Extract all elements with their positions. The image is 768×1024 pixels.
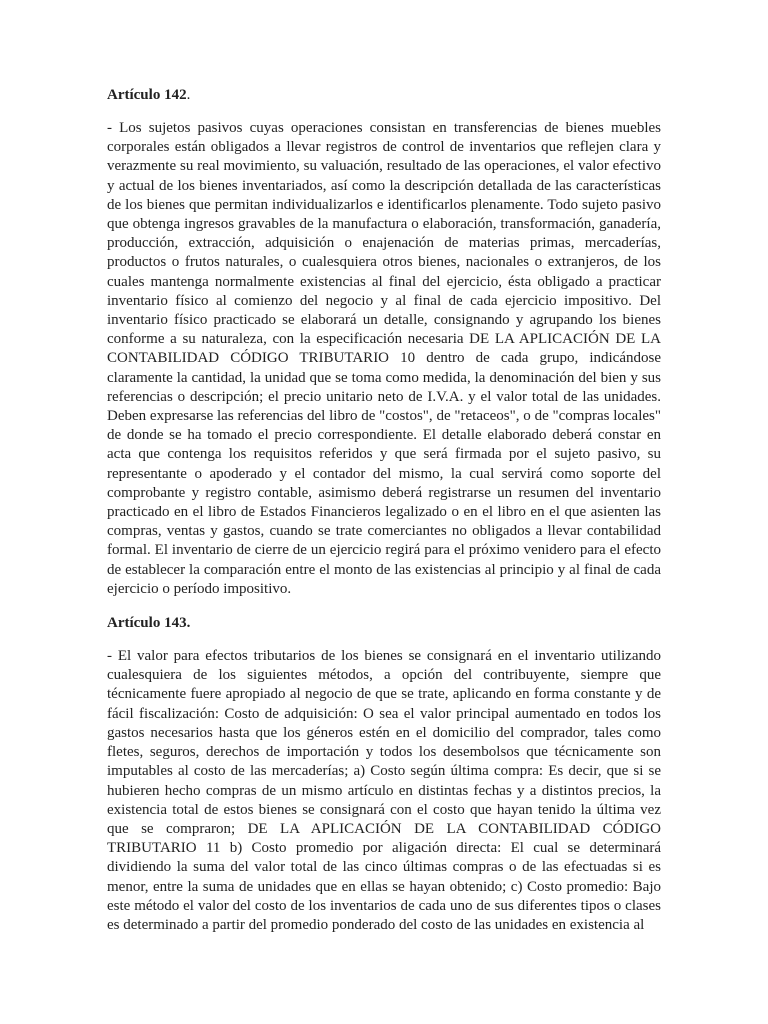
article-143-body: - El valor para efectos tributarios de los bienes se consignará en el inventario utilizando cualesquiera de los siguientes métodos, a opción del contribuyente, siempre que técnicamente fuere apropiado al negocio de que se trate, aplicando en forma constante y de fácil fiscalización: Costo de adquisición: O sea el valor principal aumentado en todos los gastos necesarios hasta que los géneros estén en el domicilio del comprador, tales como fletes, seguros, derechos de importación y todos los desembolsos que técnicamente son imputables al costo de las mercaderías; a) Costo según última compra: Es decir, que si se hubieren hecho compras de un mismo artículo en distintas fechas y a distintos precios, la existencia total de estos bienes se consignará con el costo que hayan tenido la última vez que se compraron; DE LA APLICACIÓN DE LA CONTABILIDAD CÓDIGO TRIBUTARIO 11 b) Costo promedio por aligación directa: El cual se determinará dividiendo la suma del valor total de las cinco últimas compras o de las efectuadas si es menor, entre la suma de unidades que en ellas se hayan obtenido; c) Costo promedio: Bajo este método el valor del costo de los inventarios de cada uno de sus diferentes tipos o clases es determinado a partir del promedio ponderado del costo de las unidades en existencia al: [107, 648, 661, 933]
article-142-heading-text: Artículo 142: [107, 87, 187, 103]
article-142-heading: [107, 86, 661, 105]
article-143: [107, 614, 661, 935]
article-143-heading: Artículo 143.: [107, 615, 191, 632]
article-142-heading-suffix: .: [186, 87, 191, 103]
article-142-body: - Los sujetos pasivos cuyas operaciones consistan en transferencias de bienes muebles corporales están obligados a llevar registros de control de inventarios que reflejen clara y verazmente su real movimiento, su valuación, resultado de las operaciones, el valor efectivo y actual de los bienes inventariados, así como la descripción detallada de las características de los bienes que permitan individualizarlos e identificarlos plenamente. Todo sujeto pasivo que obtenga ingresos gravables de la manufactura o elaboración, transformación, ganadería, producción, extracción, adquisición o enajenación de materias primas, mercaderías, productos o frutos naturales, o cualesquiera otros bienes, nacionales o extranjeros, de los cuales mantenga normalmente existencias al final del ejercicio, ésta obligado a practicar inventario físico al comienzo del negocio y al final de cada ejercicio impositivo. Del inventario físico practicado se elaborará un detalle, consignando y agrupando los bienes conforme a su naturaleza, con la especificación necesaria DE LA APLICACIÓN DE LA CONTABILIDAD CÓDIGO TRIBUTARIO 10 dentro de cada grupo, indicándose claramente la cantidad, la unidad que se toma como medida, la denominación del bien y sus referencias o descripción; el precio unitario neto de I.V.A. y el valor total de las unidades. Deben expresarse las referencias del libro de "costos", de "retaceos", o de "compras locales" de donde se ha tomado el precio correspondiente. El detalle elaborado deberá constar en acta que contenga los requisitos referidos y que será firmada por el sujeto pasivo, su representante o apoderado y el contador del mismo, la cual servirá como soporte del comprobante y registro contable, asimismo deberá registrarse un resumen del inventario practicado en el libro de Estados Financieros legalizado o en el libro en el que asienten las compras, ventas y gastos, cuando se trate comerciantes no obligados a llevar contabilidad formal. El inventario de cierre de un ejercicio regirá para el próximo venidero para el efecto de establecer la comparación entre el monto de las existencias al principio y al final de cada ejercicio o período impositivo.: [107, 120, 661, 597]
document-page: [107, 86, 661, 935]
article-142: [107, 86, 661, 599]
